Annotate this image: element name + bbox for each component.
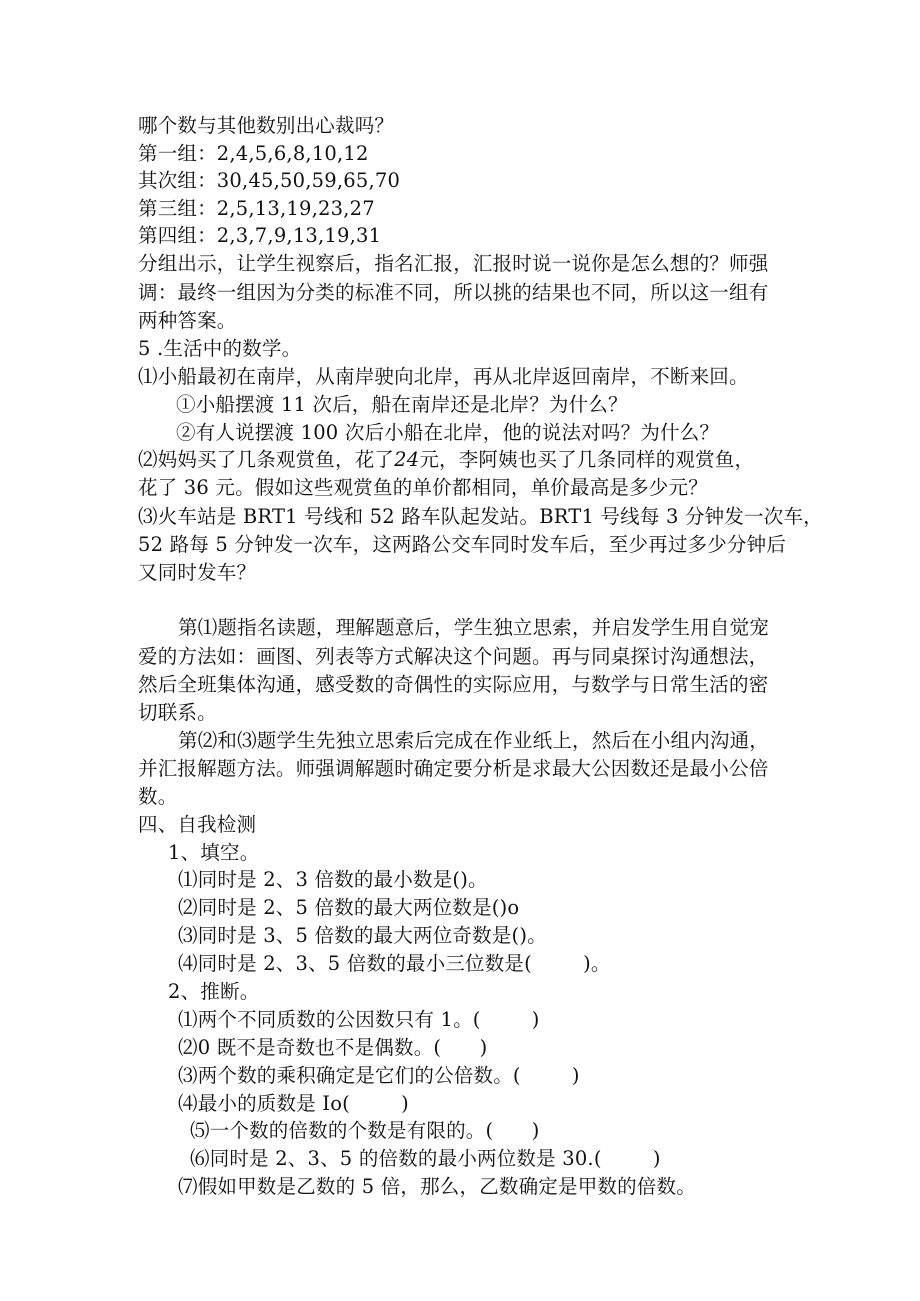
problem-2-cont: 花了 36 元。假如这些观赏鱼的单价都相同，单价最高是多少元？	[138, 476, 708, 499]
fill-item-4: ⑷同时是 2、3、5 倍数的最小三位数是( )。	[178, 952, 611, 975]
judge-item-6: ⑹同时是 2、3、5 的倍数的最小两位数是 30.( )	[190, 1147, 661, 1170]
paragraph-line: 然后全班集体沟通，感受数的奇偶性的实际应用，与数学与日常生活的密	[138, 673, 769, 696]
price-value: 24	[394, 448, 420, 471]
paragraph-line: 调：最终一组因为分类的标准不同，所以挑的结果也不同，所以这一组有	[138, 281, 769, 304]
paragraph-line: 两种答案。	[138, 309, 237, 332]
subheading-fill-blank: 1、填空。	[168, 841, 260, 864]
section-heading-self-check: 四、自我检测	[138, 813, 257, 836]
paragraph-line: 数。	[138, 785, 178, 808]
paragraph-line: 并汇报解题方法。师强调解题时确定要分析是求最大公因数还是最小公倍	[138, 757, 769, 780]
paragraph-line: 切联系。	[138, 701, 217, 724]
text-run: 元，李阿姨也买了几条同样的观赏鱼，	[419, 448, 755, 471]
paragraph-line: 第⑵和⑶题学生先独立思索后完成在作业纸上，然后在小组内沟通，	[178, 729, 770, 752]
group-4: 第四组：2,3,7,9,13,19,31	[138, 224, 382, 247]
fill-item-1: ⑴同时是 2、3 倍数的最小数是()。	[178, 868, 488, 891]
fill-item-2: ⑵同时是 2、5 倍数的最大两位数是()o	[178, 896, 520, 919]
problem-1-sub-2: ②有人说摆渡 100 次后小船在北岸，他的说法对吗？为什么？	[176, 421, 720, 444]
intro-question: 哪个数与其他数别出心裁吗？	[138, 114, 395, 137]
subheading-judge: 2、推断。	[168, 980, 260, 1003]
paragraph-line: 分组出示，让学生视察后，指名汇报，汇报时说一说你是怎么想的？师强	[138, 252, 769, 275]
problem-3: ⑶火车站是 BRT1 号线和 52 路车队起发站。BRT1 号线每 3 分钟发一次车，	[138, 505, 823, 528]
judge-item-1: ⑴两个不同质数的公因数只有 1。( )	[178, 1008, 540, 1031]
problem-1-sub-1: ①小船摆渡 11 次后，船在南岸还是北岸？为什么？	[176, 393, 628, 416]
problem-3-cont: 52 路每 5 分钟发一次车，这两路公交车同时发车后，至少再过多少分钟后	[138, 533, 787, 556]
problem-1: ⑴小船最初在南岸，从南岸驶向北岸，再从北岸返回南岸，不断来回。	[138, 365, 749, 388]
judge-item-5: ⑸一个数的倍数的个数是有限的。( )	[190, 1119, 540, 1142]
judge-item-4: ⑷最小的质数是 Io( )	[178, 1092, 409, 1115]
text-run: ⑵妈妈买了几条观赏鱼，花了	[138, 448, 395, 471]
judge-item-2: ⑵0 既不是奇数也不是偶数。( )	[178, 1036, 488, 1059]
group-2: 其次组：30,45,50,59,65,70	[138, 169, 401, 192]
judge-item-3: ⑶两个数的乘积确定是它们的公倍数。( )	[178, 1064, 580, 1087]
problem-3-cont: 又同时发车？	[138, 561, 257, 584]
fill-item-3: ⑶同时是 3、5 倍数的最大两位奇数是()。	[178, 924, 547, 947]
judge-item-7: ⑺假如甲数是乙数的 5 倍，那么，乙数确定是甲数的倍数。	[178, 1175, 696, 1198]
section-heading: 5 .生活中的数学。	[138, 337, 302, 360]
problem-2	[138, 446, 754, 474]
group-3: 第三组：2,5,13,19,23,27	[138, 197, 375, 220]
group-1: 第一组：2,4,5,6,8,10,12	[138, 142, 369, 165]
paragraph-line: 爱的方法如：画图、列表等方式解决这个问题。再与同桌探讨沟通想法，	[138, 645, 769, 668]
paragraph-line: 第⑴题指名读题，理解题意后，学生独立思索，并启发学生用自觉宠	[178, 616, 770, 639]
